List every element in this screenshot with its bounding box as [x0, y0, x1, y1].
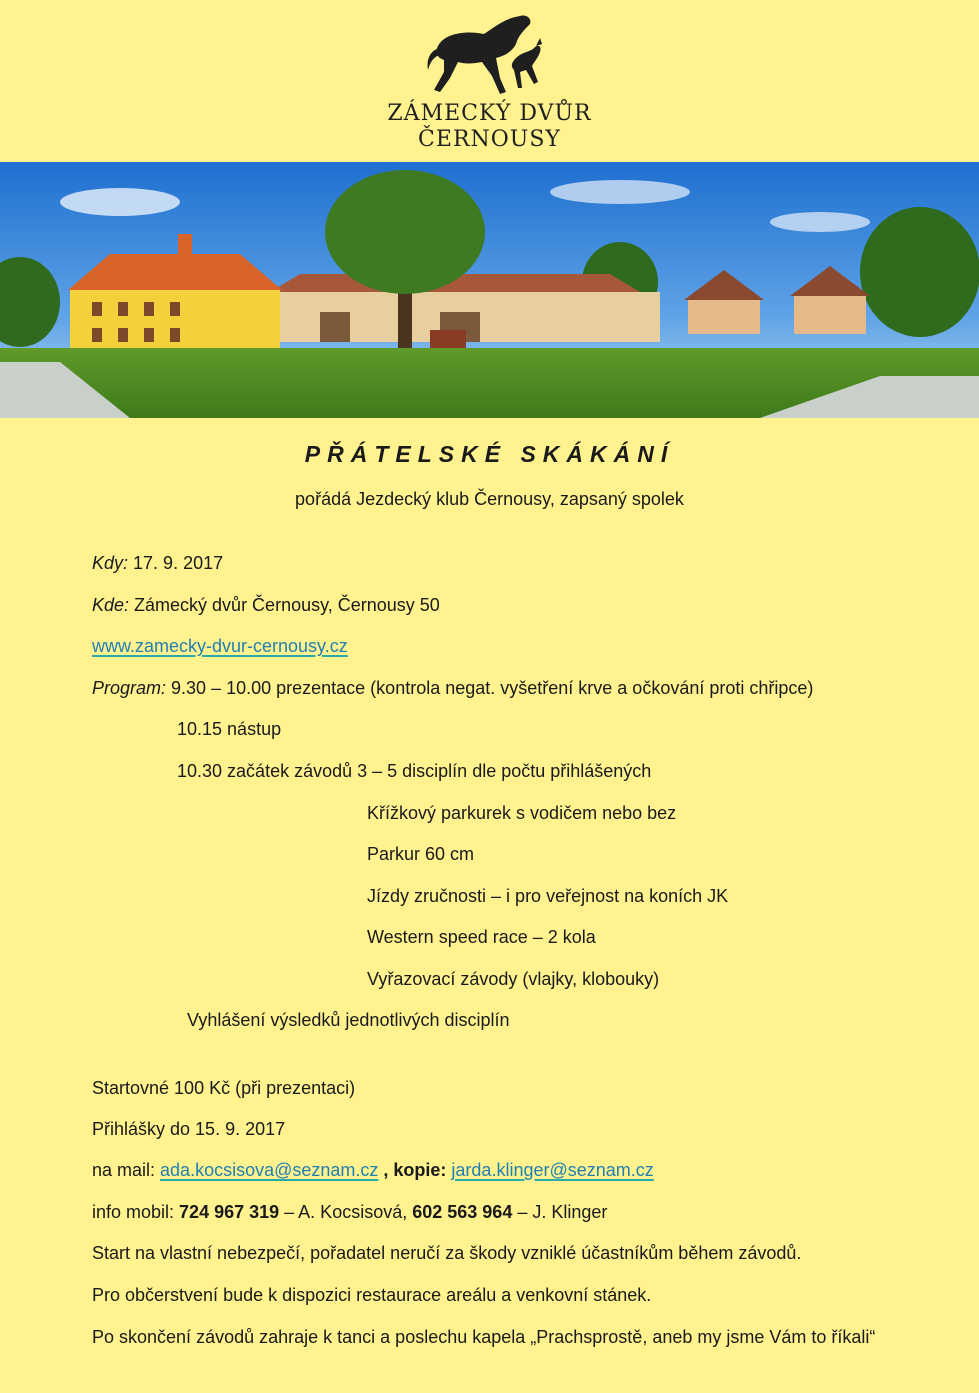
mail-line: [92, 1160, 654, 1181]
program-item: 10.15 nástup: [177, 719, 282, 739]
results-line: Vyhlášení výsledků jednotlivých disciplín: [187, 1010, 510, 1030]
note-line: Po skončení závodů zahraje k tanci a poslechu kapela „Prachsprostě, aneb my jsme Vám to říkali“: [92, 1327, 876, 1347]
deadline-line: Přihlášky do 15. 9. 2017: [92, 1119, 286, 1139]
event-title: PŘÁTELSKÉ SKÁKÁNÍ: [304, 441, 675, 467]
horse-icon: [420, 8, 560, 98]
where-line: [92, 595, 440, 616]
website-link[interactable]: www.zamecky-dvur-cernousy.cz: [92, 636, 348, 656]
when-label: Kdy:: [92, 553, 129, 573]
discipline-item: Jízdy zručnosti – i pro veřejnost na koních JK: [367, 886, 729, 906]
where-value: Zámecký dvůr Černousy, Černousy 50: [129, 595, 440, 615]
program-first: 9.30 – 10.00 prezentace (kontrola negat. vyšetření krve a očkování proti chřipce): [166, 678, 814, 698]
logo-subtitle: ČERNOUSY: [418, 127, 561, 152]
phone-number: 724 967 319: [179, 1202, 280, 1222]
program-line: [92, 678, 813, 699]
email-link-primary[interactable]: ada.kocsisova@seznam.cz: [160, 1160, 379, 1180]
website-line: [92, 636, 348, 657]
organizer: pořádá Jezdecký klub Černousy, zapsaný spolek: [295, 489, 684, 509]
phone-prefix: info mobil:: [92, 1202, 180, 1222]
phone-number: 602 563 964: [412, 1202, 513, 1222]
phone-line: [92, 1202, 607, 1223]
note-line: Pro občerstvení bude k dispozici restaurace areálu a venkovní stánek.: [92, 1285, 652, 1305]
logo-title: ZÁMECKÝ DVŮR: [387, 101, 592, 126]
when-value: 17. 9. 2017: [128, 553, 224, 573]
phone-contact: – A. Kocsisová,: [279, 1202, 413, 1222]
program-item: 10.30 začátek závodů 3 – 5 disciplín dle počtu přihlášených: [177, 761, 652, 781]
mail-prefix: na mail:: [92, 1160, 161, 1180]
header: [0, 0, 979, 162]
program-label: Program:: [92, 678, 167, 698]
discipline-item: Vyřazovací závody (vlajky, klobouky): [367, 969, 660, 989]
fee-line: Startovné 100 Kč (při prezentaci): [92, 1078, 356, 1098]
note-line: Start na vlastní nebezpečí, pořadatel neručí za škody vzniklé účastníkům během závodů.: [92, 1243, 802, 1263]
discipline-item: Křížkový parkurek s vodičem nebo bez: [367, 803, 677, 823]
discipline-item: Western speed race – 2 kola: [367, 927, 596, 947]
email-link-copy[interactable]: jarda.klinger@seznam.cz: [451, 1160, 654, 1180]
mail-middle: , kopie:: [378, 1160, 452, 1180]
banner-photo: [0, 162, 979, 418]
when-line: [92, 553, 223, 574]
discipline-item: Parkur 60 cm: [367, 844, 475, 864]
phone-contact: – J. Klinger: [512, 1202, 608, 1222]
where-label: Kde:: [92, 595, 130, 615]
